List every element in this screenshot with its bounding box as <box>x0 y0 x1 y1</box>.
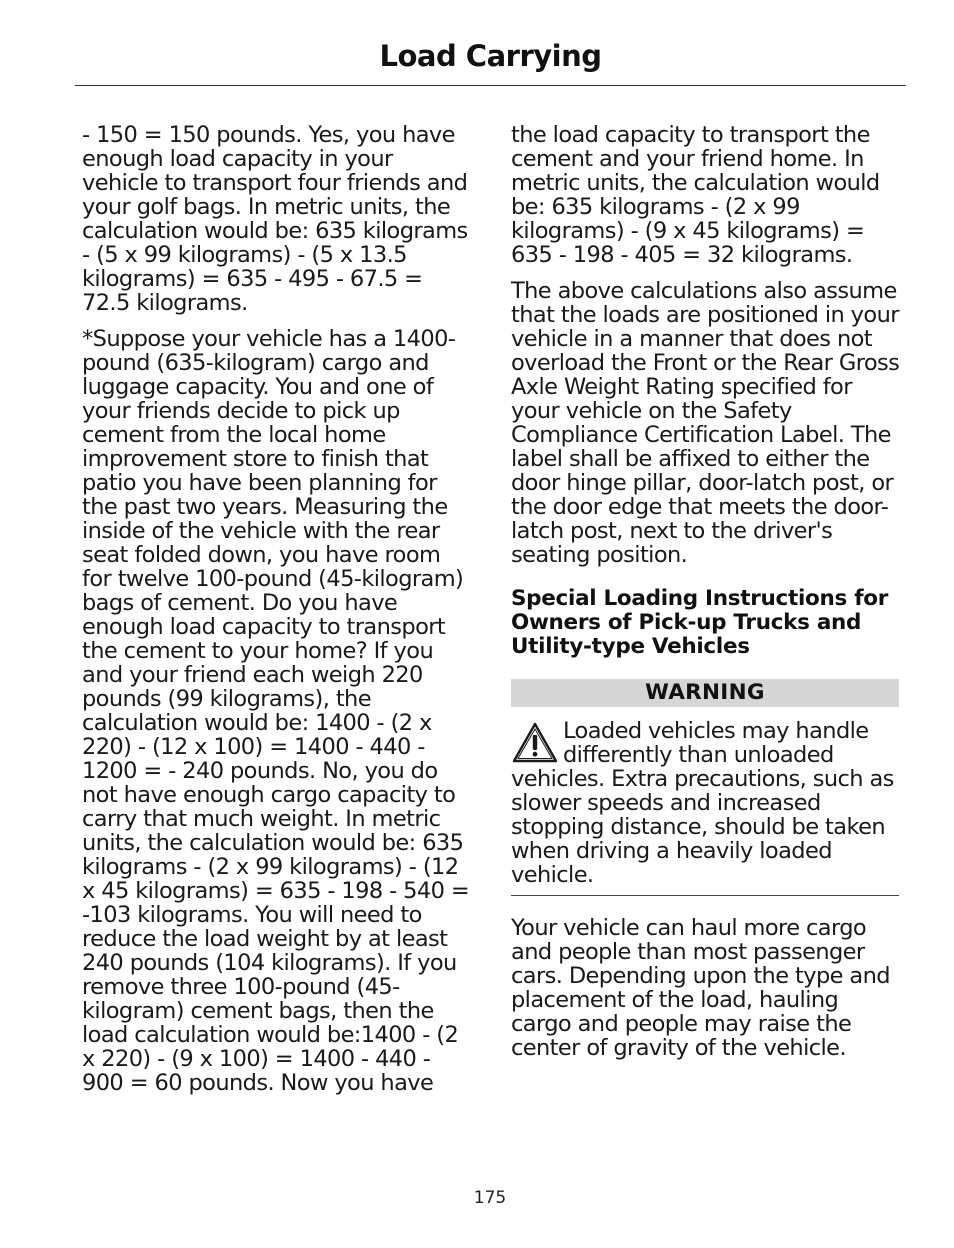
warning-body <box>511 719 899 887</box>
section-subheading: Special Loading Instructions for Owners of Pick-up Trucks and Utility-type Vehicles <box>511 586 889 659</box>
body-paragraph: *Suppose your vehicle has a 1400-pound (635-kilogram) cargo and luggage capacity. You and one of your friends decide to pick up cement from the local home improvement store to finish that patio you have been planning for the past two years. Measuring the inside of the vehicle with the rear seat folded down, you have room for twelve 100-pound (45-kilogram) bags of cement. Do you have enough load capacity to transport the cement to your home? If you and your friend each weigh 220 pounds (99 kilograms), the calculation would be: 1400 - (2 x 220) - (12 x 100) = 1400 - 440 - 1200 = - 240 pounds. No, you do not have enough cargo capacity to carry that much weight. In metric units, the calculation would be: 635 kilograms - (2 x 99 kilograms) - (12 x 45 kilograms) = 635 - 198 - 540 = -103 kilograms. You will need to reduce the load weight by at least 240 pounds (104 kilograms). If you remove three 100-pound (45-kilogram) cement bags, then the load calculation would be:1400 - (2 x 220) - (9 x 100) = 1400 - 440 - 900 = 60 pounds. Now you have <box>82 326 470 1096</box>
body-paragraph: the load capacity to transport the cement and your friend home. In metric units, the calculation would be: 635 kilograms - (2 x 99 kilograms) - (9 x 45 kilograms) = 635 - 198 - 405 = 32 kilograms. <box>511 122 880 268</box>
body-paragraph: Your vehicle can haul more cargo and people than most passenger cars. Depending upon the type and placement of the load, hauling cargo and people may raise the center of gravity of the vehicle. <box>511 915 890 1061</box>
page-title: Load Carrying <box>379 39 602 73</box>
right-column <box>511 123 903 1072</box>
warning-triangle-icon <box>511 721 559 765</box>
warning-divider <box>511 895 899 896</box>
left-column <box>82 123 474 1107</box>
page-header <box>75 38 906 86</box>
body-paragraph: The above calculations also assume that the loads are positioned in your vehicle in a manner that does not overload the Front or the Rear Gross Axle Weight Rating specified for your vehicle on the Safety Compliance Certification Label. The label shall be affixed to either the door hinge pillar, door-latch post, or the door edge that meets the door-latch post, next to the driver's seating position. <box>511 278 900 568</box>
page-number: 175 <box>473 1188 507 1208</box>
warning-text: Loaded vehicles may handle differently than unloaded vehicles. Extra precautions, such as slower speeds and increased stopping distance, should be taken when driving a heavily loaded vehicle. <box>511 718 894 888</box>
warning-label: WARNING <box>511 679 899 707</box>
body-paragraph: - 150 = 150 pounds. Yes, you have enough load capacity in your vehicle to transport four friends and your golf bags. In metric units, the calculation would be: 635 kilograms - (5 x 99 kilograms) - (5 x 13.5 kilograms) = 635 - 495 - 67.5 = 72.5 kilograms. <box>82 122 468 316</box>
